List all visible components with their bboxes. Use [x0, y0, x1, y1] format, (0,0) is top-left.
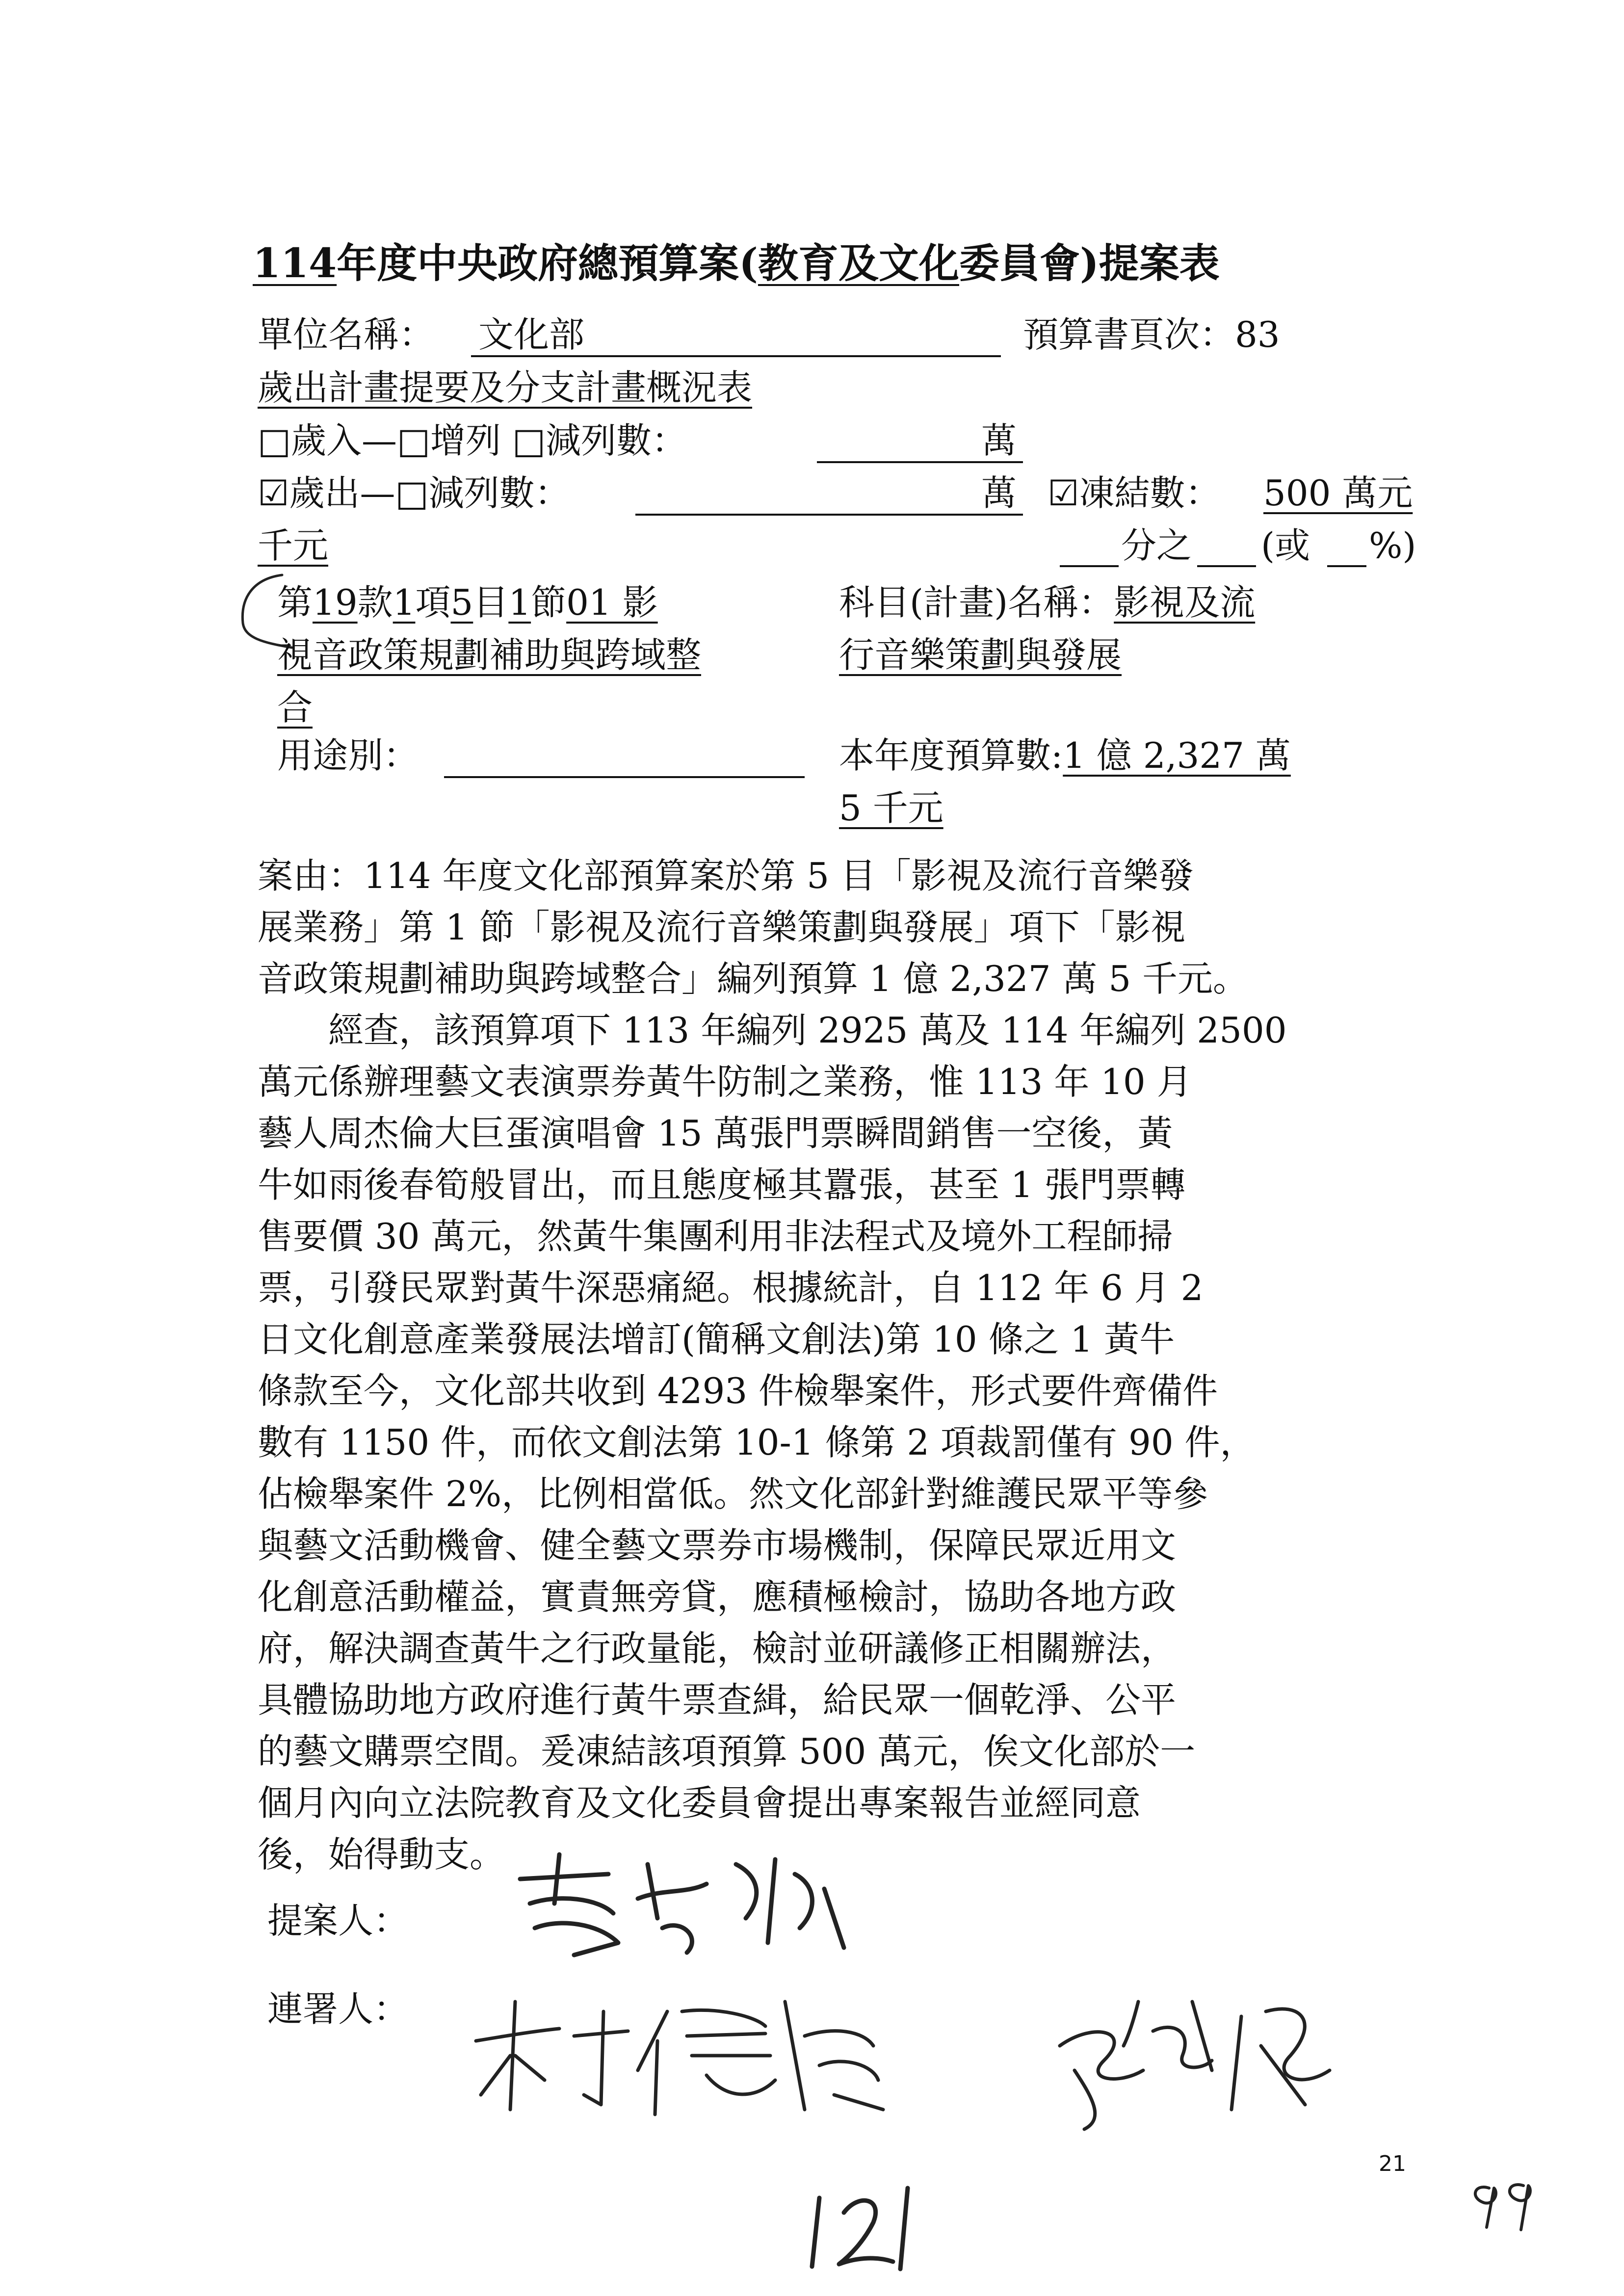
usage-underline: [444, 776, 805, 778]
unit-underline: [471, 355, 1001, 357]
fraction-blank-1: [1060, 565, 1119, 567]
cosigner-signature-2: [986, 1972, 1359, 2134]
budget-line1: [839, 731, 1291, 780]
body-line: 佔檢舉案件 2%，比例相當低。然文化部針對維護民眾平等參: [258, 1473, 1208, 1514]
title-part1: 年度中央政府總預算案(: [337, 240, 758, 287]
body-line: 具體協助地方政府進行黃牛票查緝，給民眾一個乾淨、公平: [258, 1679, 1177, 1721]
freeze-value: 500 萬元: [1263, 472, 1413, 514]
handwritten-page-number-right-text: [1484, 2188, 1485, 2189]
body-line: 案由：114 年度文化部預算案於第 5 目「影視及流行音樂發: [258, 855, 1194, 896]
usage-label: 用途別：: [277, 735, 419, 776]
body-line: 展業務」第 1 節「影視及流行音樂策劃與發展」項下「影視: [258, 907, 1186, 948]
body-line: 條款至今，文化部共收到 4293 件檢舉案件，形式要件齊備件: [258, 1370, 1218, 1411]
subject-kuan: 19: [313, 582, 358, 623]
body-line: 票，引發民眾對黃牛深惡痛絕。根據統計，自 112 年 6 月 2: [258, 1267, 1204, 1308]
unit-value: 文化部: [478, 314, 585, 355]
body-line: 府，解決調查黃牛之行政量能，檢討並研議修正相關辦法，: [258, 1628, 1177, 1669]
body-line: 後，始得動支。: [258, 1834, 505, 1875]
expense-line: ☑歲出—□減列數：: [258, 472, 570, 514]
fraction-blank-2: [1197, 565, 1256, 567]
plan-table-name: 歲出計畫提要及分支計畫概況表: [258, 367, 753, 408]
body-line: 售要價 30 萬元，然黃牛集團利用非法程式及境外工程師掃: [258, 1216, 1173, 1257]
subject-code-line3: 合: [277, 687, 313, 728]
body-line: 牛如雨後春筍般冒出，而且態度極其囂張，甚至 1 張門票轉: [258, 1164, 1186, 1205]
subject-code-line1: 第19款1項5目1節01 影: [277, 582, 658, 623]
proposer-signature: [500, 1845, 873, 1962]
body-line: 與藝文活動機會、健全藝文票券市場機制，保障民眾近用文: [258, 1525, 1177, 1566]
title-committee: 教育及文化: [758, 240, 959, 287]
cosigner-signature-1: [461, 1982, 922, 2129]
body-line: 數有 1150 件，而依文創法第 10-1 條第 2 項裁罰僅有 90 件，: [258, 1422, 1256, 1463]
cosigner-label: 連署人：: [267, 1988, 409, 2030]
subject-code: 01 影: [566, 582, 658, 623]
title-year: 114: [253, 240, 337, 287]
body-line: 經查，該預算項下 113 年編列 2925 萬及 114 年編列 2500: [258, 1010, 1287, 1051]
document-title: [253, 236, 1220, 290]
title-part2: 委員會)提案表: [959, 240, 1220, 287]
expense-underline: [635, 514, 1023, 516]
body-line: 個月內向立法院教育及文化委員會提出專案報告並經同意: [258, 1782, 1141, 1824]
freeze-label: ☑凍結數：: [1048, 472, 1221, 514]
body-line: 藝人周杰倫大巨蛋演唱會 15 萬張門票瞬間銷售一空後，黃: [258, 1113, 1173, 1154]
subject-jie: 1: [508, 582, 531, 623]
subject-name-part1: 影視及流: [1114, 582, 1256, 623]
printed-page-number: 21: [1379, 2151, 1406, 2176]
fraction-pct: %): [1369, 525, 1416, 566]
fraction-mid: 分之: [1121, 525, 1192, 566]
budget-value-part1: 1 億 2,327 萬: [1063, 735, 1291, 776]
budget-page-label: 預算書頁次：83: [1023, 314, 1280, 355]
revenue-line: □歲入—□增列 □減列數：: [258, 420, 687, 461]
expense-unit: 萬: [981, 472, 1017, 514]
budget-value-part2: 5 千元: [839, 787, 943, 829]
fraction-or: (或: [1261, 525, 1310, 566]
subject-name-line1: [839, 578, 1255, 627]
body-line: 日文化創意產業發展法增訂(簡稱文創法)第 10 條之 1 黃牛: [258, 1319, 1175, 1360]
budget-label: 本年度預算數:: [839, 735, 1063, 776]
body-line: 的藝文購票空間。爰凍結該項預算 500 萬元，俟文化部於一: [258, 1731, 1196, 1772]
subject-code-line2: 視音政策規劃補助與跨域整: [277, 634, 702, 676]
subject-xiang: 1: [393, 582, 416, 623]
fraction-blank-3: [1327, 565, 1366, 567]
proposer-label: 提案人：: [267, 1900, 409, 1941]
body-line: 化創意活動權益，實責無旁貸，應積極檢討，協助各地方政: [258, 1576, 1177, 1618]
subject-name-label: 科目(計畫)名稱：: [839, 582, 1114, 623]
unit-label: 單位名稱：: [258, 314, 435, 355]
handwritten-page-number-right: [1465, 2168, 1543, 2239]
body-line: 萬元係辦理藝文表演票券黃牛防制之業務，惟 113 年 10 月: [258, 1061, 1192, 1102]
handwritten-page-number-bottom: [800, 2178, 927, 2278]
body-line: 音政策規劃補助與跨域整合」編列預算 1 億 2,327 萬 5 千元。: [258, 958, 1249, 999]
thousand-yuan: 千元: [258, 525, 329, 566]
subject-name-line2: 行音樂策劃與發展: [839, 634, 1122, 676]
revenue-unit: 萬: [981, 420, 1017, 461]
subject-mu: 5: [450, 582, 473, 623]
